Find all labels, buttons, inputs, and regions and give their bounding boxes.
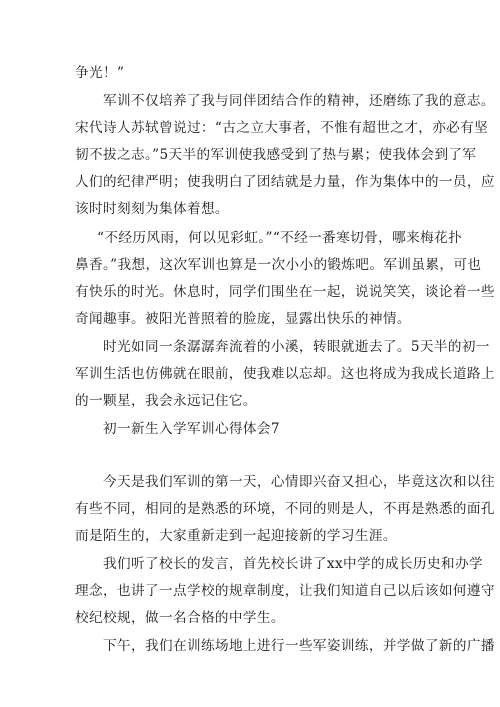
text-line: 韧不拔之志。”5天半的军训使我感受到了热与累；使我体会到了军 (75, 147, 477, 163)
text-line: 下午，我们在训练场地上进行一些军姿训练，并学做了新的广播 (103, 638, 495, 654)
text-line: 的一颗星，我会永远记住它。 (75, 393, 257, 409)
text-line: 有些不同，相同的是熟悉的环境，不同的则是人，不再是熟悉的面孔 (75, 501, 495, 517)
text-line: 宋代诗人苏轼曾说过：“古之立大事者，不惟有超世之才，亦必有坚 (75, 120, 489, 136)
text-line: 有快乐的时光。休息时，同学们围坐在一起，说说笑笑，谈论着一些 (75, 284, 495, 300)
text-line: 今天是我们军训的第一天，心情即兴奋又担心，毕竟这次和以往 (103, 474, 495, 490)
text-line: 时光如同一条潺潺奔流着的小溪，转眼就逝去了。5天半的初一 (103, 339, 490, 355)
text-line: 鼻香。”我想，这次军训也算是一次小小的锻炼吧。军训虽累，可也 (75, 257, 482, 273)
text-line: 军训不仅培养了我与同伴团结合作的精神，还磨练了我的意志。 (103, 93, 495, 109)
text-line: 而是陌生的，大家重新走到一起迎接新的学习生涯。 (75, 528, 397, 544)
text-line: 理念，也讲了一点学校的规章制度，让我们知道自己以后该如何遵守 (75, 583, 495, 599)
text-line: 校纪校规，做一名合格的中学生。 (75, 610, 285, 626)
text-line: 该时时刻刻为集体着想。 (75, 201, 229, 217)
section-heading: 初一新生入学军训心得体会7 (103, 421, 280, 437)
text-line: 人们的纪律严明；使我明白了团结就是力量，作为集体中的一员，应 (75, 174, 495, 190)
text-line: 争光！” (75, 65, 125, 81)
text-line: 我们听了校长的发言，首先校长讲了xx中学的成长历史和办学 (103, 556, 483, 572)
text-line: 奇闻趣事。被阳光普照着的脸庞，显露出快乐的神情。 (75, 311, 411, 327)
text-line: “不经历风雨，何以见彩虹。”“不经一番寒切骨，哪来梅花扑 (97, 230, 463, 246)
text-line: 军训生活也仿佛就在眼前，使我难以忘却。这也将成为我成长道路上 (75, 366, 495, 382)
